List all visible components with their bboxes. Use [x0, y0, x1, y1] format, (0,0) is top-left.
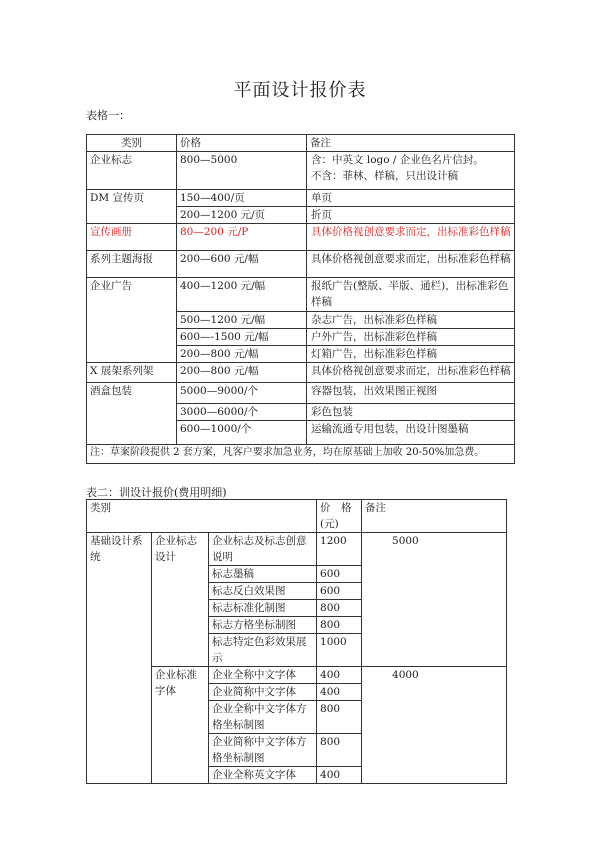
price-header-line: (元)	[320, 518, 339, 530]
price-cell: 200—800 元/幅	[177, 363, 307, 383]
category-cell: X 展架系列架	[87, 363, 177, 383]
table-row-highlight	[87, 224, 515, 251]
price-header-line: 价 格	[320, 502, 352, 514]
item-cell: 标志方格坐标制图	[209, 617, 317, 634]
note-cell: 运输流通专用包装，出设计图墨稿	[307, 421, 515, 445]
category-cell: 宣传画册	[87, 224, 177, 251]
price-cell: 5000—9000/个	[177, 383, 307, 404]
table1-header-note: 备注	[307, 135, 515, 152]
note-cell: 具体价格视创意要求而定，出标准彩色样稿	[307, 363, 515, 383]
table-row	[87, 251, 515, 278]
item-cell: 企业标志及标志创意说明	[209, 533, 317, 566]
note-cell: 具体价格视创意要求而定，出标准彩色样稿	[307, 224, 515, 251]
table2-label: 表二：训设计报价(费用明细)	[86, 486, 227, 499]
price-cell: 1200	[317, 533, 362, 566]
item-cell: 标志反白效果图	[209, 583, 317, 600]
table-row	[87, 278, 515, 312]
category-cell: DM 宣传页	[87, 190, 177, 224]
item-cell: 标志标准化制图	[209, 600, 317, 617]
table2-header-category: 类别	[87, 500, 317, 533]
item-cell: 企业简称中文字体	[209, 684, 317, 701]
price-cell: 600	[317, 566, 362, 583]
table-footnote-row	[87, 445, 515, 464]
table2-header-row	[87, 500, 507, 533]
price-cell: 600—1000/个	[177, 421, 307, 445]
price-cell: 400	[317, 667, 362, 684]
table-row	[87, 152, 515, 190]
item-cell: 标志特定色彩效果展示	[209, 634, 317, 667]
price-cell: 200—600 元/幅	[177, 251, 307, 278]
note-line: 含：中英文 logo / 企业色名片信封。	[311, 154, 484, 166]
category-cell: 酒盒包装	[87, 383, 177, 445]
price-cell: 600—-1500 元/幅	[177, 329, 307, 346]
subtotal-cell: 5000	[362, 533, 507, 667]
note-line: 不含：菲林、样稿，只出设计稿	[311, 170, 458, 182]
item-cell: 企业全称中文字体方格坐标制图	[209, 701, 317, 734]
table1-header-category: 类别	[87, 135, 177, 152]
price-table-1	[86, 134, 515, 464]
footnote: 注：草案阶段提供 2 套方案，凡客户要求加急业务，均在原基础上加收 20-50%加急费。	[87, 445, 515, 464]
price-cell: 400—1200 元/幅	[177, 278, 307, 312]
item-cell: 企业全称英文字体	[209, 767, 317, 784]
price-cell: 150—400/页	[177, 190, 307, 207]
price-cell: 400	[317, 684, 362, 701]
subgroup-cell: 企业标志设计	[152, 533, 209, 667]
price-cell: 500—1200 元/幅	[177, 312, 307, 329]
group-cell: 基础设计系统	[87, 533, 152, 784]
table-row	[87, 383, 515, 404]
price-cell: 200—800 元/幅	[177, 346, 307, 363]
price-cell: 800	[317, 600, 362, 617]
price-cell: 3000—6000/个	[177, 404, 307, 421]
note-cell: 单页	[307, 190, 515, 207]
price-cell: 1000	[317, 634, 362, 667]
note-cell: 杂志广告，出标准彩色样稿	[307, 312, 515, 329]
item-cell: 企业全称中文字体	[209, 667, 317, 684]
note-cell: 报纸广告(整版、半版、通栏)，出标准彩色样稿	[307, 278, 515, 312]
price-cell: 800	[317, 617, 362, 634]
note-cell: 灯箱广告，出标准彩色样稿	[307, 346, 515, 363]
price-table-2	[86, 499, 507, 784]
item-cell: 企业简称中文字体方格坐标制图	[209, 734, 317, 767]
price-cell: 600	[317, 583, 362, 600]
price-cell: 80—200 元/P	[177, 224, 307, 251]
note-cell: 具体价格视创意要求而定，出标准彩色样稿	[307, 251, 515, 278]
price-cell: 200—1200 元/页	[177, 207, 307, 224]
item-cell: 标志墨稿	[209, 566, 317, 583]
category-cell: 企业标志	[87, 152, 177, 190]
table-row	[87, 190, 515, 207]
note-cell	[307, 152, 515, 190]
table1-label: 表格一：	[86, 109, 130, 122]
note-cell: 户外广告，出标准彩色样稿	[307, 329, 515, 346]
note-cell: 彩色包装	[307, 404, 515, 421]
price-cell: 800	[317, 734, 362, 767]
category-cell: 企业广告	[87, 278, 177, 363]
table2-header-note: 备注	[362, 500, 507, 533]
subgroup-cell: 企业标准字体	[152, 667, 209, 784]
category-cell: 系列主题海报	[87, 251, 177, 278]
note-cell: 折页	[307, 207, 515, 224]
table1-header-price: 价格	[177, 135, 307, 152]
table-row	[87, 363, 515, 383]
subtotal-cell: 4000	[362, 667, 507, 784]
table2-header-price	[317, 500, 362, 533]
note-cell: 容器包装，出效果图正视图	[307, 383, 515, 404]
page-title: 平面设计报价表	[233, 80, 367, 101]
price-cell: 800	[317, 701, 362, 734]
table-row	[87, 533, 507, 566]
price-cell: 400	[317, 767, 362, 784]
price-cell: 800—5000	[177, 152, 307, 190]
